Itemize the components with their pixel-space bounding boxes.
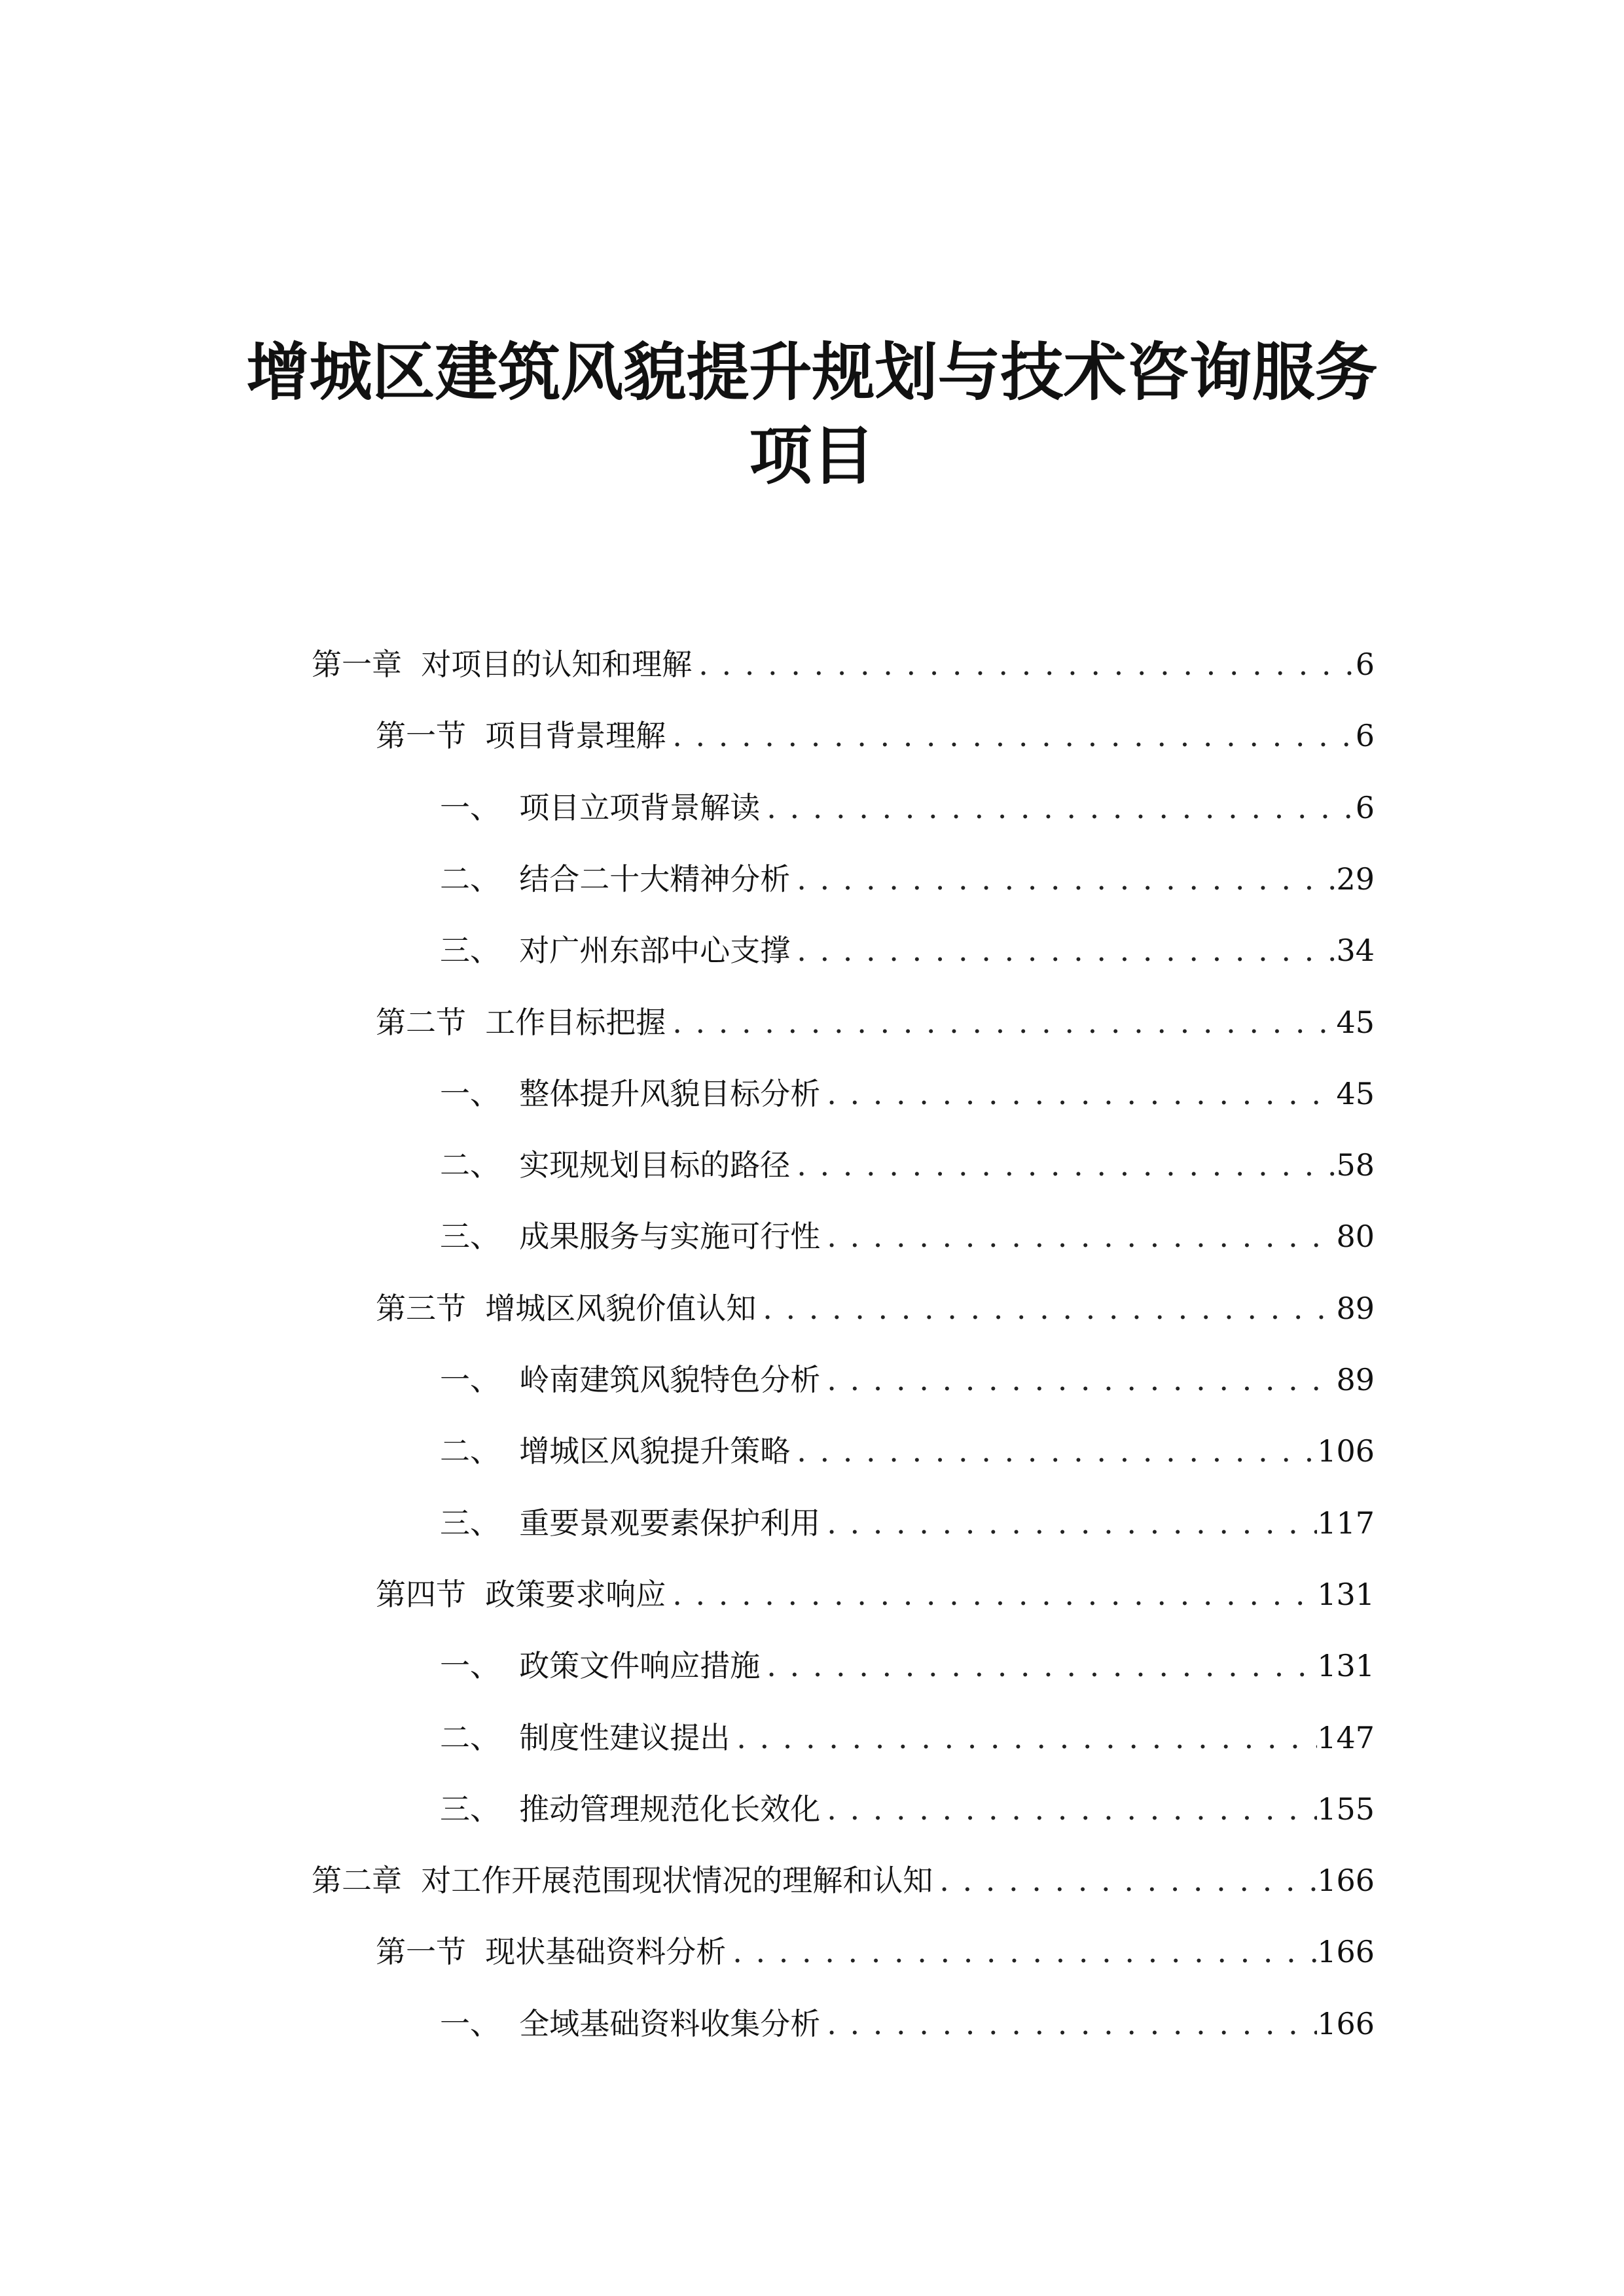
toc-entry-page-number: 80 <box>1336 1219 1375 1254</box>
toc-dot-leader <box>790 1142 1336 1188</box>
toc-dot-leader <box>756 1285 1336 1331</box>
toc-entry[interactable] <box>440 1071 1375 1117</box>
toc-entry-page-number: 106 <box>1317 1433 1375 1469</box>
toc-entry[interactable] <box>376 1285 1375 1331</box>
toc-entry[interactable] <box>376 713 1375 759</box>
document-title-line-1: 增城区建筑风貌提升规划与技术咨询服务 <box>246 336 1378 409</box>
toc-entry-page-number: 131 <box>1317 1577 1375 1612</box>
toc-dot-leader <box>666 713 1355 759</box>
toc-dot-leader <box>820 1500 1317 1546</box>
toc-entry-page-number: 89 <box>1336 1291 1375 1326</box>
toc-entry-page-number: 166 <box>1317 1863 1375 1898</box>
toc-entry[interactable] <box>440 1357 1375 1403</box>
toc-entry[interactable] <box>440 785 1375 831</box>
toc-entry-label: 一、 项目立项背景解读 <box>440 790 761 825</box>
toc-entry-label: 一、 全域基础资料收集分析 <box>440 2006 821 2041</box>
toc-entry-label: 二、 实现规划目标的路径 <box>440 1147 791 1183</box>
toc-entry[interactable] <box>440 1643 1375 1689</box>
toc-entry-label: 二、 结合二十大精神分析 <box>440 861 791 897</box>
toc-entry-label: 一、 政策文件响应措施 <box>440 1648 761 1683</box>
toc-entry[interactable] <box>376 1929 1375 1975</box>
toc-entry-label: 一、 岭南建筑风貌特色分析 <box>440 1362 821 1397</box>
toc-entry-label: 第二章 对工作开展范围现状情况的理解和认知 <box>312 1863 933 1898</box>
toc-entry-label: 三、 重要景观要素保护利用 <box>440 1505 821 1541</box>
toc-entry-page-number: 131 <box>1317 1648 1375 1683</box>
toc-entry-page-number: 117 <box>1317 1505 1375 1541</box>
toc-dot-leader <box>820 2001 1317 2047</box>
toc-dot-leader <box>692 641 1355 687</box>
toc-dot-leader <box>726 1929 1317 1975</box>
toc-entry-page-number: 6 <box>1355 718 1375 753</box>
toc-dot-leader <box>820 1213 1336 1259</box>
toc-entry[interactable] <box>440 2001 1375 2047</box>
toc-entry[interactable] <box>440 1428 1375 1474</box>
toc-entry-page-number: 34 <box>1336 933 1375 968</box>
toc-entry-page-number: 6 <box>1355 790 1375 825</box>
toc-entry[interactable] <box>440 1213 1375 1259</box>
toc-entry[interactable] <box>376 999 1375 1045</box>
toc-entry-label: 第二节 工作目标把握 <box>376 1005 666 1040</box>
toc-entry[interactable] <box>440 927 1375 973</box>
toc-entry-page-number: 45 <box>1336 1076 1375 1111</box>
toc-entry[interactable] <box>312 641 1375 687</box>
toc-dot-leader <box>666 1571 1317 1617</box>
toc-dot-leader <box>760 785 1355 831</box>
toc-entry-label: 第一章 对项目的认知和理解 <box>312 647 693 682</box>
toc-entry-page-number: 89 <box>1336 1362 1375 1397</box>
toc-entry[interactable] <box>440 856 1375 902</box>
toc-dot-leader <box>790 1428 1317 1474</box>
toc-entry-label: 一、 整体提升风貌目标分析 <box>440 1076 821 1111</box>
toc-entry-label: 三、 推动管理规范化长效化 <box>440 1791 821 1827</box>
toc-entry-page-number: 6 <box>1355 647 1375 682</box>
toc-entry-label: 二、 增城区风貌提升策略 <box>440 1433 791 1469</box>
toc-entry-page-number: 166 <box>1317 2006 1375 2041</box>
toc-entry[interactable] <box>376 1571 1375 1617</box>
toc-dot-leader <box>933 1857 1317 1903</box>
toc-entry-label: 第三节 增城区风貌价值认知 <box>376 1291 757 1326</box>
toc-dot-leader <box>820 1357 1336 1403</box>
toc-dot-leader <box>730 1715 1317 1761</box>
document-title <box>196 331 1428 498</box>
toc-entry-page-number: 166 <box>1317 1934 1375 1969</box>
toc-entry-page-number: 29 <box>1336 861 1375 897</box>
toc-entry[interactable] <box>440 1142 1375 1188</box>
toc-entry-page-number: 147 <box>1317 1720 1375 1755</box>
toc-entry[interactable] <box>440 1786 1375 1832</box>
toc-dot-leader <box>820 1071 1336 1117</box>
toc-entry[interactable] <box>312 1857 1375 1903</box>
toc-dot-leader <box>820 1786 1317 1832</box>
toc-entry[interactable] <box>440 1715 1375 1761</box>
toc-dot-leader <box>790 856 1336 902</box>
toc-dot-leader <box>666 999 1336 1045</box>
toc-entry-page-number: 155 <box>1317 1791 1375 1827</box>
toc-entry[interactable] <box>440 1500 1375 1546</box>
toc-entry-page-number: 45 <box>1336 1005 1375 1040</box>
toc-entry-label: 二、 制度性建议提出 <box>440 1720 731 1755</box>
toc-entry-label: 三、 对广州东部中心支撑 <box>440 933 791 968</box>
toc-entry-label: 第一节 现状基础资料分析 <box>376 1934 727 1969</box>
toc-entry-label: 三、 成果服务与实施可行性 <box>440 1219 821 1254</box>
toc-entry-label: 第一节 项目背景理解 <box>376 718 666 753</box>
toc-entry-page-number: 58 <box>1336 1147 1375 1183</box>
toc-dot-leader <box>790 927 1336 973</box>
toc-dot-leader <box>760 1643 1317 1689</box>
document-title-line-2: 项目 <box>749 420 875 493</box>
toc-entry-label: 第四节 政策要求响应 <box>376 1577 666 1612</box>
